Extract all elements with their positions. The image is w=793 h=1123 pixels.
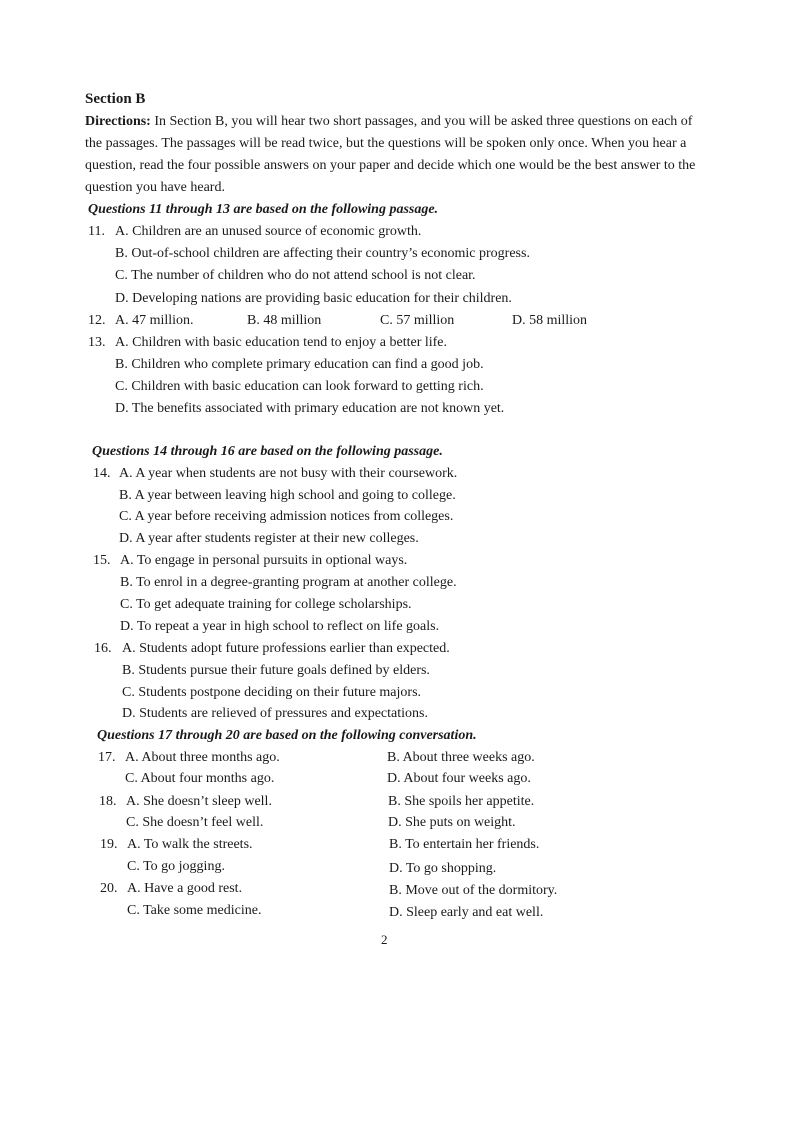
q16-option-b: B. Students pursue their future goals defined by elders. (122, 663, 430, 678)
q14-option-c: C. A year before receiving admission notices from colleges. (119, 509, 454, 524)
q17-option-c: C. About four months ago. (125, 771, 275, 786)
q17-option-b: B. About three weeks ago. (387, 750, 535, 765)
question-number-16: 16. (94, 641, 112, 656)
q13-option-a: A. Children with basic education tend to enjoy a better life. (115, 335, 448, 350)
q14-option-b: B. A year between leaving high school and going to college. (119, 488, 456, 503)
directions-line-2: the passages. The passages will be read twice, but the questions will be spoken only once. When you hear a (85, 136, 687, 151)
section-title: Section B (85, 91, 146, 107)
question-number-18: 18. (99, 794, 117, 809)
q15-option-b: B. To enrol in a degree-granting program at another college. (120, 575, 457, 590)
question-number-15: 15. (93, 553, 111, 568)
q17-option-d: D. About four weeks ago. (387, 771, 531, 786)
q15-option-d: D. To repeat a year in high school to reflect on life goals. (120, 619, 440, 634)
question-number-20: 20. (100, 881, 118, 896)
q13-option-b: B. Children who complete primary education can find a good job. (115, 357, 484, 372)
page-number: 2 (381, 932, 388, 947)
q14-option-a: A. A year when students are not busy with their coursework. (119, 466, 458, 481)
q17-option-a: A. About three months ago. (125, 750, 280, 765)
group-heading-11-13: Questions 11 through 13 are based on the following passage. (88, 202, 439, 217)
directions-line-3: question, read the four possible answers on your paper and decide which one would be the best answer to the (85, 158, 696, 173)
q11-option-a: A. Children are an unused source of economic growth. (115, 224, 422, 239)
question-number-12: 12. (88, 313, 106, 328)
q12-option-d: D. 58 million (512, 313, 588, 328)
question-number-11: 11. (88, 224, 105, 239)
q11-option-b: B. Out-of-school children are affecting their country’s economic progress. (115, 246, 530, 261)
q16-option-a: A. Students adopt future professions earlier than expected. (122, 641, 450, 656)
group-heading-17-20: Questions 17 through 20 are based on the following conversation. (97, 728, 477, 743)
q13-option-c: C. Children with basic education can look forward to getting rich. (115, 379, 484, 394)
directions-line-1 (85, 114, 692, 130)
directions-line-4: question you have heard. (85, 180, 225, 195)
q18-option-b: B. She spoils her appetite. (388, 794, 535, 809)
q15-option-a: A. To engage in personal pursuits in optional ways. (120, 553, 408, 568)
q16-option-c: C. Students postpone deciding on their future majors. (122, 685, 422, 700)
q19-option-c: C. To go jogging. (127, 859, 225, 874)
q12-option-c: C. 57 million (380, 313, 455, 328)
q18-option-d: D. She puts on weight. (388, 815, 516, 830)
q20-option-b: B. Move out of the dormitory. (389, 883, 558, 898)
q12-option-b: B. 48 million (247, 313, 322, 328)
q19-option-d: D. To go shopping. (389, 861, 497, 876)
q14-option-d: D. A year after students register at their new colleges. (119, 531, 419, 546)
group-heading-14-16: Questions 14 through 16 are based on the following passage. (92, 444, 443, 459)
q19-option-a: A. To walk the streets. (127, 837, 253, 852)
q20-option-a: A. Have a good rest. (127, 881, 243, 896)
q20-option-c: C. Take some medicine. (127, 903, 262, 918)
question-number-19: 19. (100, 837, 118, 852)
question-number-14: 14. (93, 466, 111, 481)
q16-option-d: D. Students are relieved of pressures and expectations. (122, 706, 428, 721)
directions-text-1: In Section B, you will hear two short passages, and you will be asked three questions on each of (154, 114, 693, 129)
directions-label: Directions: (85, 114, 151, 129)
q19-option-b: B. To entertain her friends. (389, 837, 540, 852)
question-number-17: 17. (98, 750, 116, 765)
q20-option-d: D. Sleep early and eat well. (389, 905, 544, 920)
q12-option-a: A. 47 million. (115, 313, 194, 328)
q18-option-c: C. She doesn’t feel well. (126, 815, 264, 830)
q11-option-c: C. The number of children who do not attend school is not clear. (115, 268, 476, 283)
q11-option-d: D. Developing nations are providing basic education for their children. (115, 291, 512, 306)
q18-option-a: A. She doesn’t sleep well. (126, 794, 272, 809)
question-number-13: 13. (88, 335, 106, 350)
q15-option-c: C. To get adequate training for college scholarships. (120, 597, 412, 612)
q13-option-d: D. The benefits associated with primary education are not known yet. (115, 401, 505, 416)
